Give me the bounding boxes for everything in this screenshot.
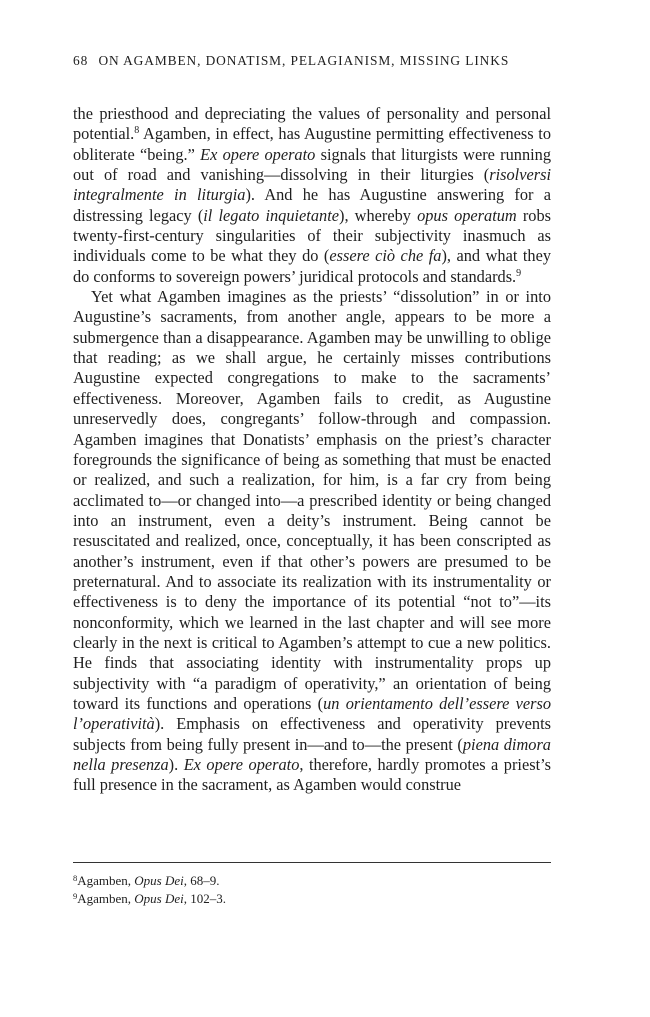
footnote-ref[interactable]: 9 (516, 267, 522, 279)
italic-run: Opus Dei (134, 873, 184, 888)
page-number: 68 (73, 53, 89, 68)
text-run: , 68–9. (183, 873, 220, 888)
text-run: signals that liturgists were running out of road and vanishing—dissolving in their liturgies ( (73, 144, 552, 185)
text-run: ). (168, 755, 184, 774)
text-run: Yet what Agamben imagines as the priests’ “dissolution” in or into Augustine’s sacraments, from another angle, appears to be more a submergence than a disappearance. Agamben may be unwilling to oblige that reading; as we shall argue, he certainly misses contributions Augustine expected congregations to make to the sacraments’ effectiveness. Moreover, Agamben fails to credit, as Augustine unreservedly does, congregants’ follow-through and compassion. Agamben imagines that Donatists’ emphasis on the priest’s character foregrounds the significance of being as something that must be enacted or realized, and such a realization, for him, is a far cry from being acclimated to—or changed into—a prescribed identity or being changed into an instrument, even a deity’s instrument. Being cannot be resuscitated and realized, once, conceptually, it has been conscripted as another’s instrument, even if that other’s powers are presumed to be preternatural. And to associate its realization with its instrumentality or effectiveness is to deny the importance of its potential “not to”—its nonconformity, which we learned in the last chapter and will see more clearly in the next is critical to Agamben’s attempt to cue a new politics. He finds that associating identity with instrumentality props up subjectivity with “a paradigm of operativity,” an orientation of being toward its functions and operations ( (73, 287, 551, 713)
italic-run: Opus Dei (134, 891, 184, 906)
text-run: Agamben, (77, 873, 135, 888)
italic-run: Ex opere operato (183, 755, 300, 774)
footnote-number: 8 (73, 873, 78, 883)
italic-run: Ex opere operato (200, 144, 316, 164)
footnote-ref[interactable]: 8 (134, 125, 140, 137)
paragraph (73, 287, 551, 796)
footnote (73, 872, 551, 890)
footnotes (73, 872, 551, 908)
italic-run: essere ciò che fa (329, 246, 442, 266)
body-text (73, 104, 551, 796)
italic-run: piena dimora nella presenza (73, 734, 551, 774)
running-head (73, 53, 553, 69)
text-run: ). And he has Augustine answering for a distressing legacy ( (73, 185, 551, 225)
paragraph (73, 104, 551, 287)
italic-run: risolversi integralmente in liturgia (73, 165, 551, 205)
italic-run: il legato inquietante (203, 205, 339, 225)
text-run: Agamben, (77, 891, 135, 906)
text-run: ). Emphasis on effectiveness and operativity prevents subjects from being fully present in—and to—the present ( (73, 714, 551, 754)
italic-run: opus operatum (417, 205, 517, 225)
text-run: robs twenty-first-century singularities of their subjectivity inasmuch as individuals come to be what they do ( (73, 205, 551, 266)
text-run: ), whereby (339, 205, 418, 225)
text-run: the priesthood and depreciating the values of personality and personal potential. (73, 104, 551, 144)
italic-run: un orientamento dell’essere verso l’operatività (73, 693, 552, 734)
footnote (73, 890, 551, 908)
footnote-number: 9 (73, 891, 78, 901)
text-run: , therefore, hardly promotes a priest’s full presence in the sacrament, as Agamben would construe (73, 755, 552, 795)
text-run: ), and what they do conforms to sovereign powers’ juridical protocols and standards. (73, 246, 552, 286)
running-title: ON AGAMBEN, DONATISM, PELAGIANISM, MISSING LINKS (98, 53, 510, 68)
text-run: Agamben, in effect, has Augustine permitting effectiveness to obliterate “being.” (73, 124, 551, 164)
footnote-rule (73, 862, 551, 863)
text-run: , 102–3. (183, 891, 227, 906)
